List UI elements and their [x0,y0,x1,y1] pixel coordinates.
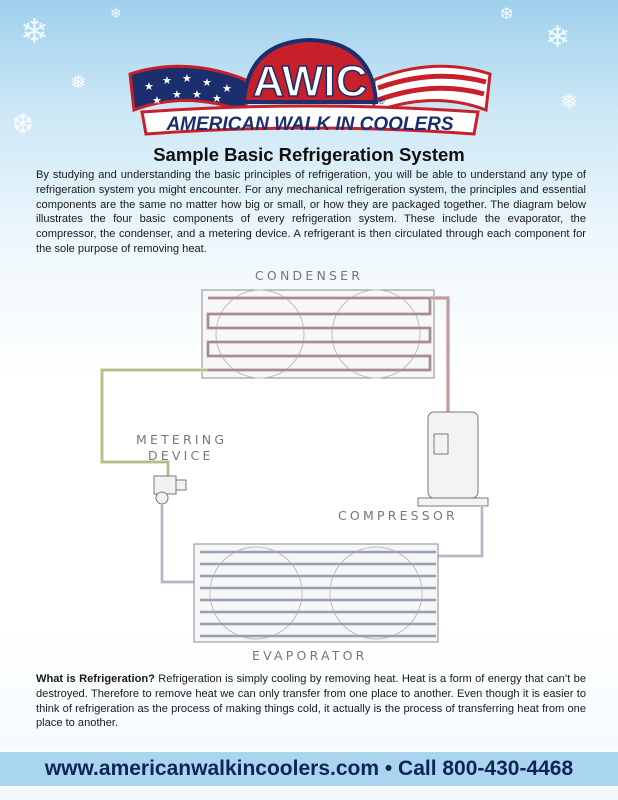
registered-mark: ® [378,96,385,106]
condenser-label: CONDENSER [255,268,364,283]
metering-device [154,476,186,504]
metering-device-label: METERING [136,432,228,447]
snowflake-icon: ❅ [70,70,87,94]
snowflake-icon: ❄ [545,20,571,55]
svg-text:★: ★ [162,74,172,87]
evaporator-label: EVAPORATOR [252,648,368,663]
svg-text:★: ★ [222,82,232,95]
refrigeration-diagram [90,262,510,672]
svg-text:★: ★ [192,88,202,101]
snowflake-icon: ❅ [560,90,579,115]
svg-text:★: ★ [172,88,182,101]
logo-name: AMERICAN WALK IN COOLERS [166,114,454,135]
snowflake-icon: ❆ [500,4,514,23]
metering-device-label: DEVICE [148,448,214,463]
what-is-refrigeration-paragraph [36,672,586,731]
what-heading: What is Refrigeration? [36,673,155,685]
svg-text:★: ★ [202,76,212,89]
evaporator-unit [194,544,438,642]
what-body: Refrigeration is simply cooling by removing heat. Heat is a form of energy that can’t be destroyed. Therefore to remove heat we can only transfer from one place to another. Even though it is easier to think of refrigeration as the process of making things cold, it actually is the process of transferring heat from one place to another. [36,673,587,730]
snowflake-icon: ❄ [110,6,122,22]
snowflake-icon: ❄ [20,12,49,52]
svg-text:★: ★ [152,94,162,107]
svg-text:★: ★ [182,72,192,85]
footer-contact[interactable]: www.americanwalkincoolers.com • Call 800-430-4468 [44,757,574,780]
condenser-unit [202,290,434,378]
snowflake-icon: ❆ [12,110,34,140]
svg-text:★: ★ [144,80,154,93]
awic-logo [126,34,494,140]
compressor [418,412,488,506]
logo-initials: AWIC [252,57,368,106]
page-title: Sample Basic Refrigeration System [153,144,465,165]
intro-paragraph: By studying and understanding the basic principles of refrigeration, you will be able to understand any type of refrigeration system you might encounter. For any mechanical refrigeration system, the principles and essential components are the same no matter how big or small, or how they are packaged together. The diagram below illustrates the four basic components of every refrigeration system. These include the evaporator, the compressor, the condenser, and a metering device. A refrigerant is then circulated through each component for the sole purpose of removing heat. [36,169,586,255]
svg-text:★: ★ [212,92,222,105]
compressor-label: COMPRESSOR [338,508,458,523]
